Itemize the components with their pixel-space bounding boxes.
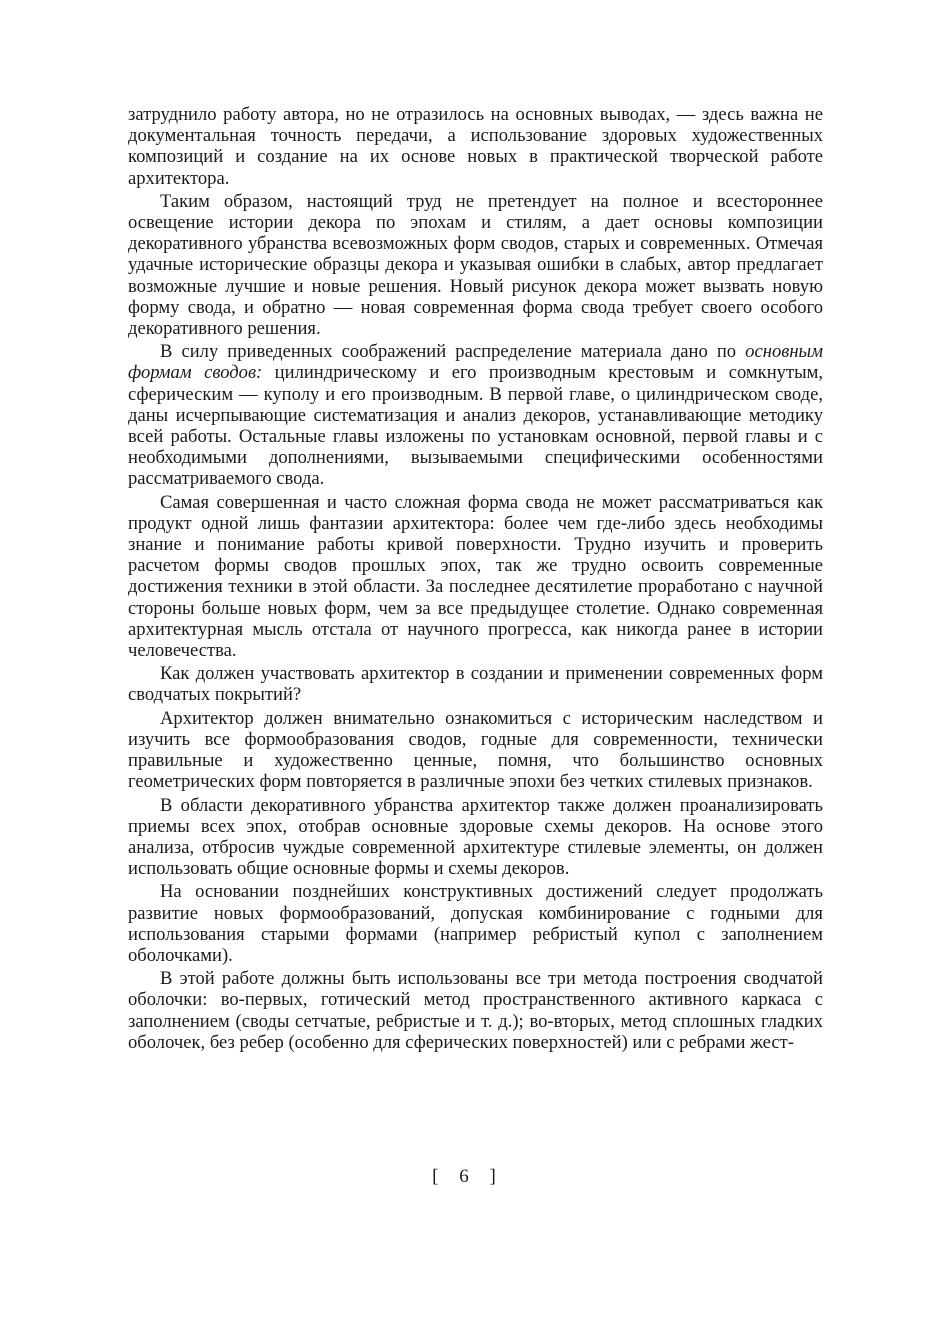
- paragraph-7: В области декоративного убранства архитектор также должен проанализировать приемы всех эпох, отобрав основные здоровые схемы декоров. На основе этого анализа, отбросив чуждые современной архитектуре стилевые элементы, он должен использовать общие основные формы и схемы декоров.: [128, 794, 823, 880]
- paragraph-9: В этой работе должны быть использованы все три метода построения сводчатой оболочки: во-первых, готический метод пространственного активного каркаса с заполнением (своды сетчатые, ребристые и т. д.); во-вторых, метод сплошных гладких оболочек, без ребер (особенно для сферических поверхностей) или с ребрами жест-: [128, 968, 823, 1053]
- paragraph-4: Самая совершенная и часто сложная форма свода не может рассматриваться как продукт одной лишь фантазии архитектора: более чем где-либо здесь необходимы знание и понимание работы кривой поверхности. Трудно изучить и проверить расчетом формы сводов прошлых эпох, так же трудно освоить современные достижения техники в этой области. За последнее десятилетие проработано с научной стороны больше новых форм, чем за все предыдущее столетие. Однако современная архитектурная мысль отстала от научного прогресса, как никогда ранее в истории человечества.: [128, 491, 823, 662]
- paragraph-5: Как должен участвовать архитектор в создании и применении современных форм сводчатых покрытий?: [128, 663, 823, 706]
- paragraph-2: Таким образом, настоящий труд не претендует на полное и всестороннее освещение истории декора по эпохам и стилям, а дает основы композиции декоративного убранства всевозможных форм сводов, старых и современных. Отмечая удачные исторические образцы декора и указывая ошибки в слабых, автор предлагает возможные лучшие и новые решения. Новый рисунок декора может вызвать новую форму свода, и обратно — новая современная форма свода требует своего особого декоративного решения.: [128, 190, 823, 340]
- page-number: [ 6 ]: [432, 1166, 504, 1187]
- paragraph-3-start: В силу приведенных соображений распределение материала дано по: [160, 341, 746, 363]
- page-body: [128, 104, 823, 1055]
- paragraph-8: На основании позднейших конструктивных достижений следует продолжать развитие новых формообразований, допуская комбинирование с годными для использования старыми формами (например ребристый купол с заполнением оболочками).: [128, 881, 823, 966]
- paragraph-1: затруднило работу автора, но не отразилось на основных выводах, — здесь важна не документальная точность передачи, а использование здоровых художественных композиций и создание на их основе новых в практической творческой работе архитектора.: [128, 104, 823, 189]
- paragraph-3-emphasis: основным формам сводов:: [128, 341, 823, 384]
- paragraph-3-end: цилиндрическому и его производным крестовым и сомкнутым, сферическим — куполу и его производным. В первой главе, о цилиндрическом своде, даны исчерпывающие систематизация и анализ декоров, устанавливающие методику всей работы. Остальные главы изложены по установкам основной, первой главы и с необходимыми дополнениями, вызываемыми специфическими особенностями рассматриваемого свода.: [128, 362, 823, 490]
- paragraph-3: [128, 341, 823, 489]
- paragraph-6: Архитектор должен внимательно ознакомиться с историческим наследством и изучить все формообразования сводов, годные для современности, технически правильные и художественно ценные, помня, что большинство основных геометрических форм повторяется в различные эпохи без четких стилевых признаков.: [128, 707, 823, 793]
